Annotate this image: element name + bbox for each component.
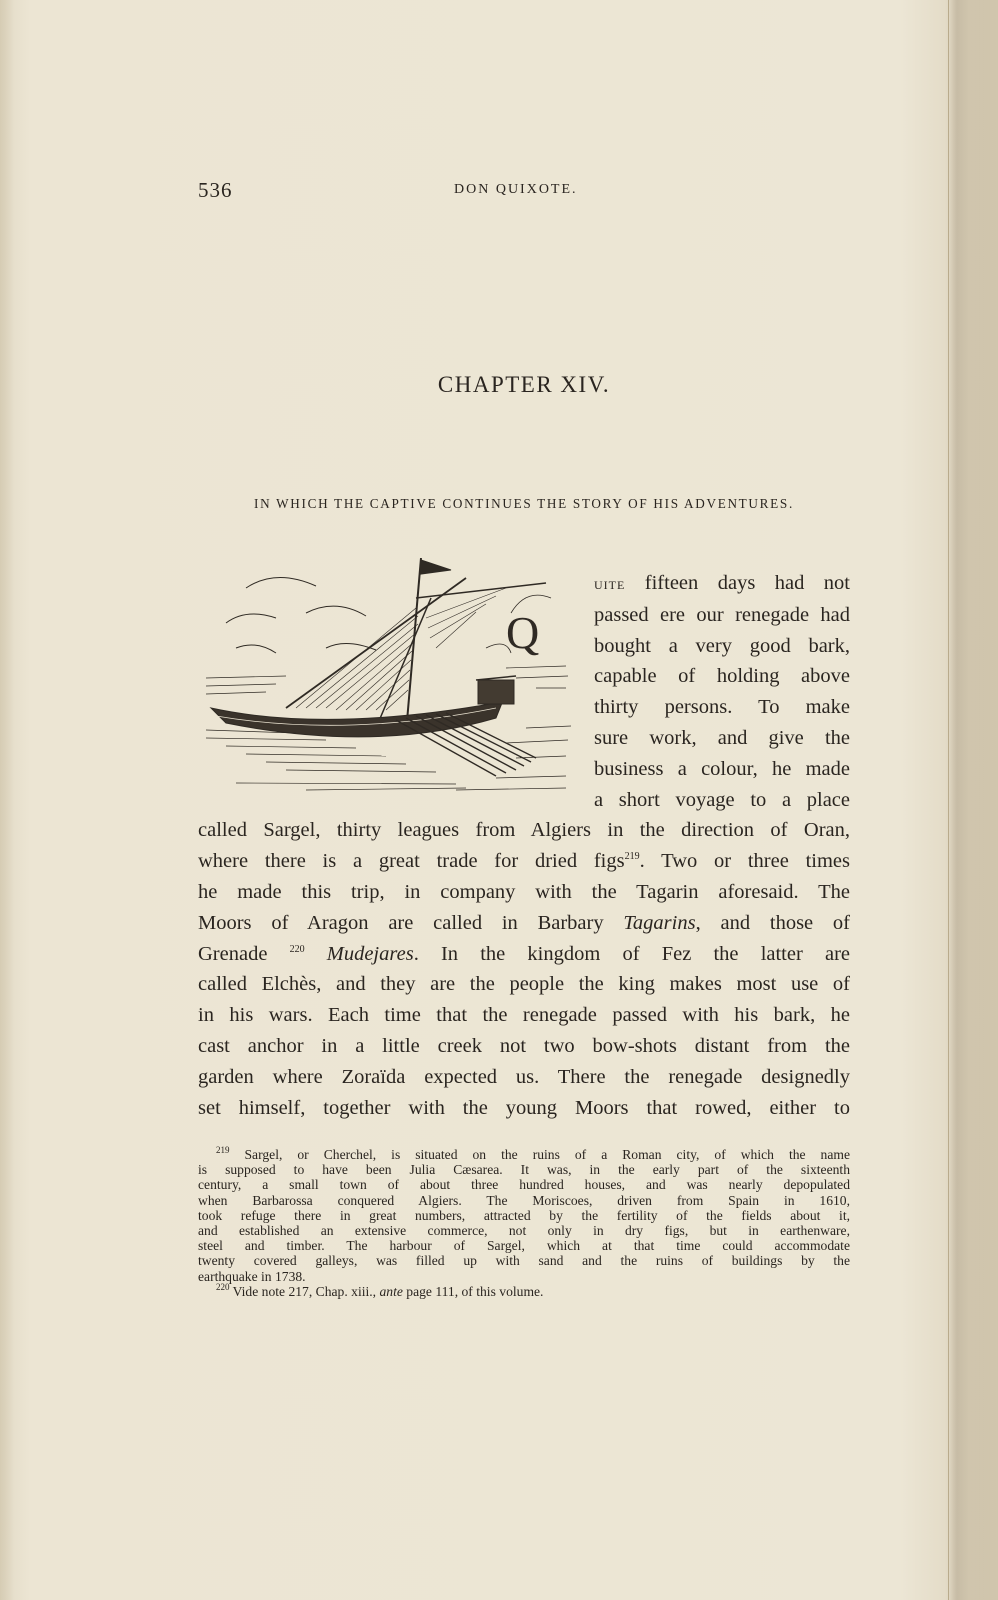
initial-letter: Q [506,607,540,658]
page-left-edge [0,0,14,1600]
body-line: a short voyage to a place [594,788,850,811]
footnote-line: steel and timber. The harbour of Sargel, which at that time could accommodate [198,1238,850,1254]
body-line: uite fifteen days had not [594,572,850,594]
body-line: called Elchès, and they are the people the king makes most use of [198,973,850,996]
body-line: garden where Zoraïda expected us. There the renegade designedly [198,1065,850,1088]
footnote-line: when Barbarossa conquered Algiers. The Moriscoes, driven from Spain in 1610, [198,1192,850,1208]
body-text [198,568,850,1123]
body-line: passed ere our renegade had [594,603,850,626]
page-right-edge [948,0,998,1600]
chapter-title: CHAPTER XIV. [437,372,611,397]
footnote-line: and established an extensive commerce, not only in dry figs, but in earthenware, [198,1223,850,1239]
chapter-subtitle: IN WHICH THE CAPTIVE CONTINUES THE STORY OF HIS ADVENTURES. [254,496,794,511]
footnote-line: $^{220}$ Vide note 217, Chap. xiii., ante page 111, of this volume. [216,1282,544,1299]
footnote-line: is supposed to have been Julia Cæsarea. It was, in the early part of the sixteenth [198,1162,850,1178]
body-line: set himself, together with the young Moors that rowed, either to [198,1096,850,1119]
body-line: called Sargel, thirty leagues from Algiers in the direction of Oran, [198,819,850,842]
body-line: Moors of Aragon are called in Barbary Tagarins, and those of [198,911,851,934]
body-line: cast anchor in a little creek not two bow-shots distant from the [198,1034,850,1057]
footnote-line: twenty covered galleys, was filled up with sand and the ruins of buildings by the [198,1253,850,1269]
body-line: sure work, and give the [594,726,850,749]
footnote-line: $^{219}$ Sargel, or Cherchel, is situated on the ruins of a Roman city, of which the name [216,1145,850,1162]
footnote-reference: 220 [289,943,305,955]
footnote-marker: 220 [216,1282,230,1293]
body-line: business a colour, he made [594,757,850,780]
body-line: where there is a great trade for dried figs$^{219}$. Two or three times [198,850,850,873]
page-number: 536 [198,178,233,202]
body-line: Grenade $^{220}$ Mudejares. In the kingdom of Fez the latter are [198,942,850,965]
footnote-line: took refuge there in great numbers, attracted by the fertility of the fields about it, [198,1207,850,1223]
body-line: bought a very good bark, [594,634,850,657]
body-line: he made this trip, in company with the Tagarin aforesaid. The [198,880,850,903]
footnotes [198,1147,850,1299]
page-header [198,178,848,202]
footnote-line: century, a small town of about three hundred houses, and was nearly depopulated [198,1177,850,1193]
body-line: capable of holding above [594,665,850,688]
body-line: thirty persons. To make [594,696,850,719]
footnote-marker: 219 [216,1145,230,1156]
running-head: DON QUIXOTE. [454,182,578,197]
footnote-reference: 219 [624,851,640,863]
footnote-line: earthquake in 1738. [198,1268,306,1284]
body-line: in his wars. Each time that the renegade passed with his bark, he [198,1004,850,1027]
